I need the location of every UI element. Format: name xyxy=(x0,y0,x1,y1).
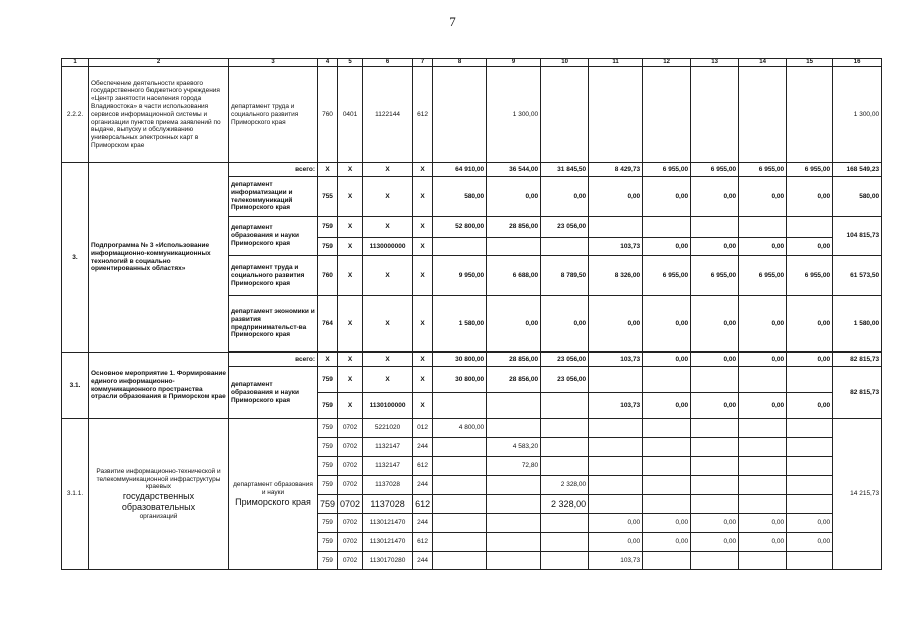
cell: 168 549,23 xyxy=(833,163,882,177)
cell: 1137028 xyxy=(363,476,413,495)
cell: 759 xyxy=(318,514,338,533)
header-row xyxy=(62,59,882,67)
cell: 30 800,00 xyxy=(433,353,487,367)
col-header: 13 xyxy=(691,59,739,67)
cell: 82 815,73 xyxy=(833,367,882,419)
cell: 580,00 xyxy=(433,177,487,217)
cell: 103,73 xyxy=(589,238,643,256)
total-label: всего: xyxy=(229,353,318,367)
cell: 0702 xyxy=(338,533,363,552)
cell: 759 xyxy=(318,457,338,476)
cell: 31 845,50 xyxy=(541,163,589,177)
cell: 0,00 xyxy=(739,514,787,533)
cell: 0,00 xyxy=(541,177,589,217)
cell: 759 xyxy=(318,533,338,552)
cell: 0,00 xyxy=(643,296,691,352)
cell: 612 xyxy=(413,495,433,514)
cell: 759 xyxy=(318,217,338,238)
cell: 9 950,00 xyxy=(433,256,487,296)
department xyxy=(229,419,318,570)
cell: 6 955,00 xyxy=(643,163,691,177)
cell: 6 688,00 xyxy=(487,256,541,296)
cell: 0401 xyxy=(338,67,363,163)
cell: X xyxy=(413,217,433,238)
cell: 72,80 xyxy=(487,457,541,476)
cell: 1122144 xyxy=(363,67,413,163)
table-row xyxy=(62,163,882,177)
department: департамент труда и социального развития Приморского края xyxy=(229,256,318,296)
cell: 0,00 xyxy=(787,533,833,552)
cell: 61 573,50 xyxy=(833,256,882,296)
row-number: 3.1.1. xyxy=(62,419,89,570)
row-number: 2.2.2. xyxy=(62,67,89,163)
cell: 28 856,00 xyxy=(487,353,541,367)
cell: 012 xyxy=(413,419,433,438)
cell: 0,00 xyxy=(643,353,691,367)
cell: 0,00 xyxy=(787,514,833,533)
cell: 0,00 xyxy=(541,296,589,352)
cell: 0,00 xyxy=(643,393,691,419)
cell: X xyxy=(318,163,338,177)
cell: 0,00 xyxy=(739,353,787,367)
col-header: 6 xyxy=(363,59,413,67)
department: департамент труда и социального развития Приморского края xyxy=(229,67,318,163)
cell: 8 429,73 xyxy=(589,163,643,177)
cell: 0,00 xyxy=(589,514,643,533)
cell: X xyxy=(413,256,433,296)
cell: 759 xyxy=(318,238,338,256)
cell: 23 056,00 xyxy=(541,367,589,393)
cell: X xyxy=(363,217,413,238)
col-header: 5 xyxy=(338,59,363,67)
cell: 759 xyxy=(318,552,338,570)
cell: 760 xyxy=(318,67,338,163)
cell: 0,00 xyxy=(739,238,787,256)
col-header: 9 xyxy=(487,59,541,67)
cell: X xyxy=(363,177,413,217)
col-header: 16 xyxy=(833,59,882,67)
col-header: 14 xyxy=(739,59,787,67)
cell: 0,00 xyxy=(691,393,739,419)
cell: 0,00 xyxy=(643,177,691,217)
cell: 1 580,00 xyxy=(433,296,487,352)
page-number: 7 xyxy=(449,14,456,29)
col-header: 1 xyxy=(62,59,89,67)
col-header: 2 xyxy=(89,59,229,67)
row-number: 3. xyxy=(62,163,89,353)
cell: 2 328,00 xyxy=(541,476,589,495)
cell: 0,00 xyxy=(589,533,643,552)
col-header: 3 xyxy=(229,59,318,67)
cell: 759 xyxy=(318,495,338,514)
cell: 0,00 xyxy=(691,353,739,367)
cell: 0702 xyxy=(338,552,363,570)
cell: 244 xyxy=(413,476,433,495)
cell: 8 789,50 xyxy=(541,256,589,296)
department-line: департамент образования и науки xyxy=(233,480,313,496)
cell: 1132147 xyxy=(363,457,413,476)
cell: 0,00 xyxy=(787,353,833,367)
budget-table xyxy=(61,58,882,570)
cell: 612 xyxy=(413,533,433,552)
cell: 28 856,00 xyxy=(487,217,541,238)
cell: 6 955,00 xyxy=(691,163,739,177)
cell: 0,00 xyxy=(739,393,787,419)
total-label: всего: xyxy=(229,163,318,177)
cell: 1130121470 xyxy=(363,514,413,533)
cell: X xyxy=(338,238,363,256)
activity-name-line: государственных образовательных xyxy=(121,491,196,512)
department-line: Приморского края xyxy=(235,496,311,507)
cell: 0,00 xyxy=(787,238,833,256)
col-header: 15 xyxy=(787,59,833,67)
cell: 103,73 xyxy=(589,393,643,419)
activity-name-line: Развитие информационно-технической и телекоммуникационной инфраструктуры краевых xyxy=(96,467,221,491)
col-header: 7 xyxy=(413,59,433,67)
cell: X xyxy=(338,177,363,217)
cell: 0702 xyxy=(338,476,363,495)
cell: X xyxy=(363,367,413,393)
cell: 0,00 xyxy=(691,533,739,552)
cell: 0,00 xyxy=(589,177,643,217)
col-header: 12 xyxy=(643,59,691,67)
cell: 760 xyxy=(318,256,338,296)
cell: 759 xyxy=(318,438,338,457)
cell: X xyxy=(363,296,413,352)
cell: X xyxy=(338,393,363,419)
table-row xyxy=(62,67,882,163)
cell: X xyxy=(413,163,433,177)
cell: 764 xyxy=(318,296,338,352)
cell: X xyxy=(338,163,363,177)
cell: 244 xyxy=(413,438,433,457)
cell: 759 xyxy=(318,367,338,393)
department: департамент образования и науки Приморского края xyxy=(229,367,318,419)
cell: 0,00 xyxy=(691,514,739,533)
cell: 0,00 xyxy=(787,296,833,352)
cell: 0,00 xyxy=(643,533,691,552)
cell: 0,00 xyxy=(739,177,787,217)
cell: 6 955,00 xyxy=(739,256,787,296)
cell: 0702 xyxy=(338,514,363,533)
cell: 0,00 xyxy=(487,296,541,352)
cell: 759 xyxy=(318,393,338,419)
cell: 244 xyxy=(413,514,433,533)
cell: 6 955,00 xyxy=(739,163,787,177)
cell: 6 955,00 xyxy=(643,256,691,296)
cell: 0,00 xyxy=(739,533,787,552)
cell: 0,00 xyxy=(691,238,739,256)
col-header: 11 xyxy=(589,59,643,67)
cell: X xyxy=(338,353,363,367)
cell: 0,00 xyxy=(487,177,541,217)
cell: 36 544,00 xyxy=(487,163,541,177)
cell: X xyxy=(318,353,338,367)
cell: 1130121470 xyxy=(363,533,413,552)
cell: 4 800,00 xyxy=(433,419,487,438)
cell: 0,00 xyxy=(691,177,739,217)
cell: 1 300,00 xyxy=(487,67,541,163)
cell: 612 xyxy=(413,457,433,476)
cell: 1130000000 xyxy=(363,238,413,256)
cell: X xyxy=(413,353,433,367)
cell: 1132147 xyxy=(363,438,413,457)
cell: X xyxy=(338,256,363,296)
cell: 0,00 xyxy=(643,238,691,256)
cell: 14 215,73 xyxy=(833,419,882,570)
cell: 0702 xyxy=(338,495,363,514)
cell: 0,00 xyxy=(739,296,787,352)
cell: X xyxy=(363,256,413,296)
cell: X xyxy=(338,367,363,393)
col-header: 8 xyxy=(433,59,487,67)
cell: X xyxy=(338,217,363,238)
activity-name-line: организаций xyxy=(139,512,178,520)
cell: 1137028 xyxy=(363,495,413,514)
cell: 23 056,00 xyxy=(541,353,589,367)
cell: 4 583,20 xyxy=(487,438,541,457)
cell: X xyxy=(413,296,433,352)
table-row xyxy=(62,353,882,367)
cell: 0,00 xyxy=(787,393,833,419)
cell: X xyxy=(413,367,433,393)
cell: 103,73 xyxy=(589,552,643,570)
cell: 5221020 xyxy=(363,419,413,438)
department: департамент экономики и развития предпринимательст-ва Приморского края xyxy=(229,296,318,352)
cell: 104 815,73 xyxy=(833,217,882,256)
cell: 1 300,00 xyxy=(833,67,882,163)
cell: 0,00 xyxy=(787,177,833,217)
cell: 1130100000 xyxy=(363,393,413,419)
col-header: 4 xyxy=(318,59,338,67)
cell: 759 xyxy=(318,476,338,495)
cell: X xyxy=(338,296,363,352)
cell: 0,00 xyxy=(643,514,691,533)
cell: 0,00 xyxy=(589,296,643,352)
cell: 0,00 xyxy=(691,296,739,352)
activity-name: Подпрограмма № 3 «Использование информационно-коммуникационных технологий в социально ориентированных областях» xyxy=(89,163,229,353)
cell: 759 xyxy=(318,419,338,438)
cell: X xyxy=(413,393,433,419)
cell: 580,00 xyxy=(833,177,882,217)
cell: 755 xyxy=(318,177,338,217)
cell: 2 328,00 xyxy=(541,495,589,514)
department: департамент информатизации и телекоммуникаций Приморского края xyxy=(229,177,318,217)
cell: X xyxy=(413,177,433,217)
activity-name: Основное мероприятие 1. Формирование единого информационно-коммуникационного пространства отрасли образования в Приморском крае xyxy=(89,353,229,419)
cell: X xyxy=(363,163,413,177)
cell: 244 xyxy=(413,552,433,570)
cell: 64 910,00 xyxy=(433,163,487,177)
activity-name: Обеспечение деятельности краевого государственного бюджетного учреждения «Центр занятости населения города Владивостока» в части использования сервисов информационной системы и организации пунктов приема заявлений по выдаче, выпуску и обслуживанию универсальных электронных карт в Приморском крае xyxy=(89,67,229,163)
cell: 1130170280 xyxy=(363,552,413,570)
cell: 23 056,00 xyxy=(541,217,589,238)
cell: 6 955,00 xyxy=(787,256,833,296)
row-number: 3.1. xyxy=(62,353,89,419)
cell: 52 800,00 xyxy=(433,217,487,238)
cell: 0702 xyxy=(338,419,363,438)
cell: 28 856,00 xyxy=(487,367,541,393)
cell: X xyxy=(363,353,413,367)
cell: 30 800,00 xyxy=(433,367,487,393)
table-row xyxy=(62,419,882,438)
cell: X xyxy=(413,238,433,256)
cell: 8 326,00 xyxy=(589,256,643,296)
col-header: 10 xyxy=(541,59,589,67)
cell: 1 580,00 xyxy=(833,296,882,352)
cell: 612 xyxy=(413,67,433,163)
cell: 6 955,00 xyxy=(787,163,833,177)
cell: 6 955,00 xyxy=(691,256,739,296)
cell: 0702 xyxy=(338,457,363,476)
activity-name xyxy=(89,419,229,570)
cell: 0702 xyxy=(338,438,363,457)
cell: 82 815,73 xyxy=(833,353,882,367)
department: департамент образования и науки Приморского края xyxy=(229,217,318,256)
cell: 103,73 xyxy=(589,353,643,367)
